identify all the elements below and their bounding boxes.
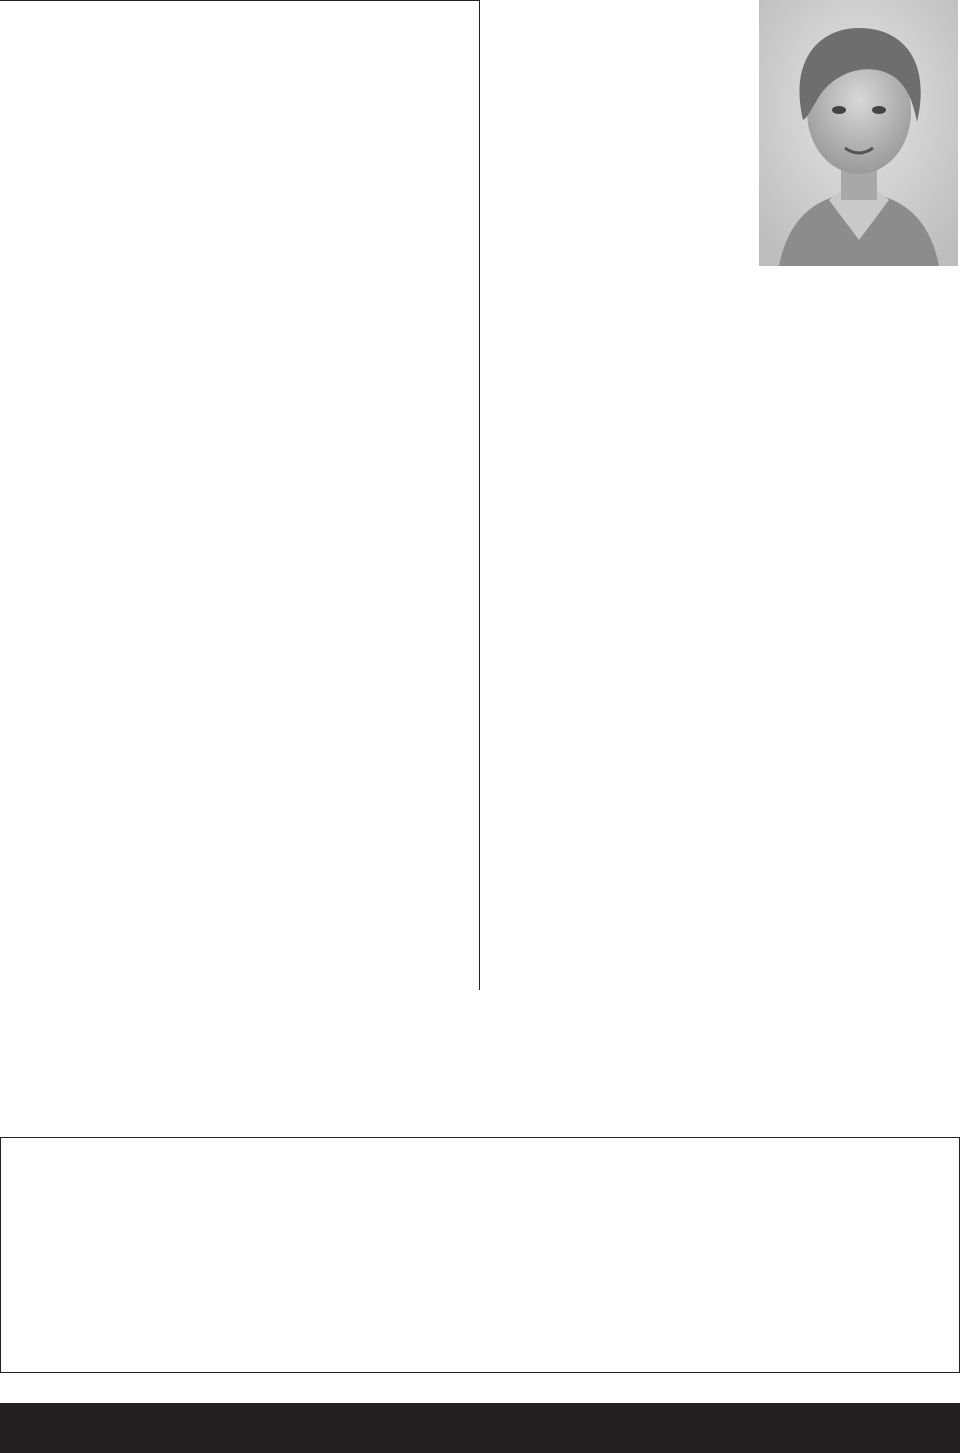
editorial-letter [496,18,958,52]
page-footer [0,1403,960,1453]
imprint-box [0,1137,960,1373]
portrait-photo-icon [759,0,958,266]
table-of-contents [0,0,480,990]
author-portrait [759,0,958,266]
